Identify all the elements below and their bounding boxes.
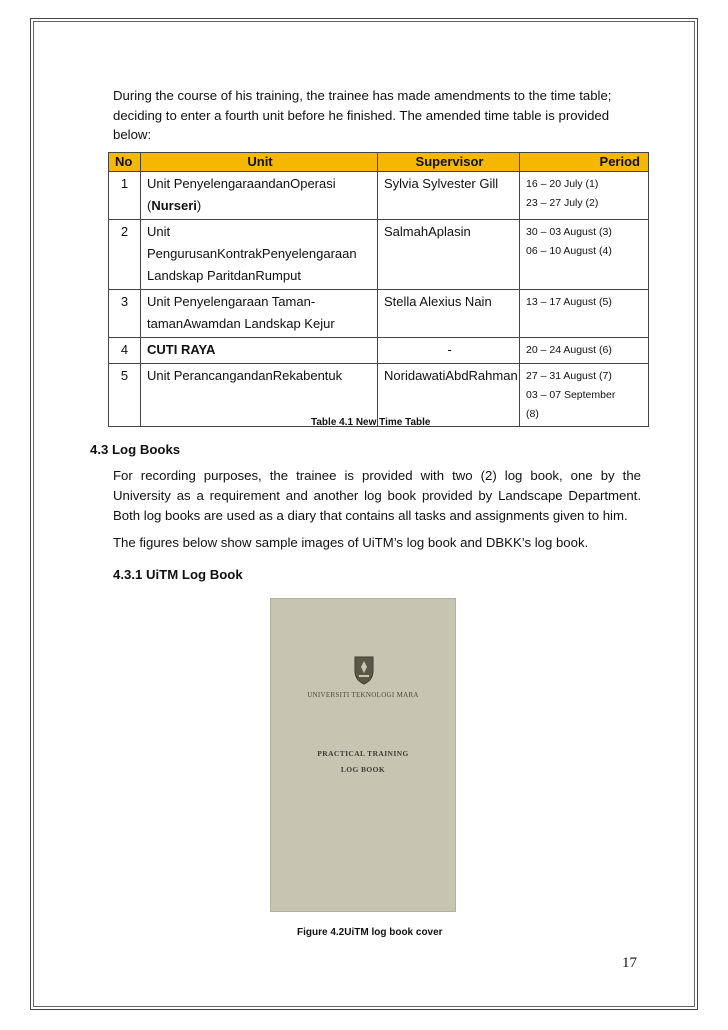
period-line: 03 – 07 September: [526, 389, 616, 401]
row-no: 3: [109, 290, 141, 338]
row-unit: [141, 290, 378, 338]
row-supervisor: Stella Alexius Nain: [378, 290, 520, 338]
period-line: 13 – 17 August (5): [526, 296, 612, 308]
intro-line-2: deciding to enter a fourth unit before he finished. The amended time table is provided: [113, 107, 610, 123]
unit-line: CUTI RAYA: [147, 342, 216, 357]
unit-line: Unit: [147, 224, 171, 239]
figures-intro-paragraph: The figures below show sample images of UiTM’s log book and DBKK’s log book.: [113, 535, 589, 550]
table-header-row: [109, 153, 649, 172]
row-supervisor: Sylvia Sylvester Gill: [378, 172, 520, 220]
header-period: Period: [520, 153, 649, 172]
row-unit: [141, 338, 378, 364]
period-line: 23 – 27 July (2): [526, 197, 599, 209]
header-supervisor: Supervisor: [378, 153, 520, 172]
unit-line: tamanAwamdan Landskap Kejur: [147, 316, 335, 331]
section-heading-4-3-1: 4.3.1 UiTM Log Book: [113, 567, 243, 582]
figure-caption: Figure 4.2UiTM log book cover: [297, 927, 443, 938]
row-no: 2: [109, 220, 141, 290]
table-row: [109, 290, 649, 338]
period-line: 16 – 20 July (1): [526, 178, 599, 190]
row-period: [520, 172, 649, 220]
row-supervisor: SalmahAplasin: [378, 220, 520, 290]
row-no: 4: [109, 338, 141, 364]
row-supervisor: -: [378, 338, 520, 364]
unit-line: [147, 195, 373, 217]
intro-line-1: During the course of his training, the trainee has made amendments to the time table;: [113, 88, 612, 103]
time-table: [108, 152, 649, 427]
table-caption: Table 4.1 New Time Table: [311, 417, 431, 428]
row-period: [520, 220, 649, 290]
book-university-name: UNIVERSITI TEKNOLOGI MARA: [307, 691, 419, 699]
period-line: 30 – 03 August (3): [526, 226, 612, 238]
row-period: [520, 364, 649, 427]
table-row: [109, 338, 649, 364]
unit-line: Unit PenyelengaraandanOperasi: [147, 176, 336, 191]
table-row: [109, 172, 649, 220]
unit-bold-text: Nurseri: [151, 198, 197, 213]
row-unit: [141, 172, 378, 220]
unit-paren-open: (: [147, 198, 152, 213]
header-unit: Unit: [141, 153, 378, 172]
unit-line: Unit Penyelengaraan Taman-: [147, 294, 316, 309]
row-no: 5: [109, 364, 141, 427]
unit-line: PengurusanKontrakPenyelengaraan: [147, 246, 357, 261]
university-crest-icon: [353, 655, 375, 685]
table-row: [109, 220, 649, 290]
book-title-line-1: PRACTICAL TRAINING: [317, 749, 409, 758]
unit-line: Unit PerancangandanRekabentuk: [147, 368, 343, 383]
row-unit: [141, 220, 378, 290]
intro-paragraph: [113, 86, 633, 145]
row-period: [520, 338, 649, 364]
log-book-cover-image: [270, 598, 456, 912]
header-no: No: [109, 153, 141, 172]
row-period: [520, 290, 649, 338]
unit-paren-close: ): [196, 198, 202, 213]
row-supervisor: NoridawatiAbdRahman: [378, 364, 520, 427]
period-line: 27 – 31 August (7): [526, 370, 612, 382]
section-heading-4-3: 4.3 Log Books: [90, 442, 181, 457]
intro-line-3: below:: [113, 127, 152, 142]
page-number: 17: [622, 955, 637, 971]
book-title-line-2: LOG BOOK: [340, 765, 386, 774]
period-line: 06 – 10 August (4): [526, 245, 612, 257]
row-no: 1: [109, 172, 141, 220]
period-line: 20 – 24 August (6): [526, 344, 612, 356]
log-books-paragraph: For recording purposes, the trainee is provided with two (2) log book, one by the University as a requirement and another log book provided by Landscape Department. Both log books are used as a diary that contains all tasks and assignments given to him.: [113, 468, 641, 523]
period-line: (8): [526, 408, 539, 420]
unit-line: Landskap ParitdanRumput: [147, 268, 301, 283]
